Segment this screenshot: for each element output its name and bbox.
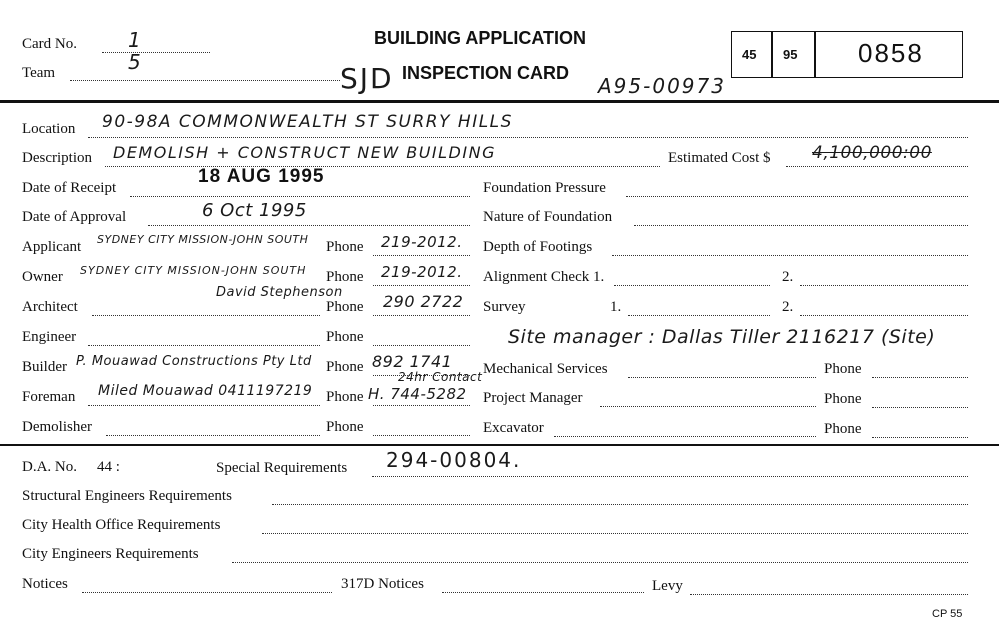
- box-divider-2: [814, 31, 816, 78]
- foreman-line: [88, 405, 320, 406]
- structural-engineers-line: [272, 504, 968, 505]
- architect-phone-line: [373, 315, 470, 316]
- city-engineers-label: City Engineers Requirements: [22, 546, 199, 562]
- foundation-pressure-label: Foundation Pressure: [483, 180, 606, 196]
- estimated-cost-value: 4,100,000:00: [812, 143, 932, 163]
- survey-1-line: [628, 315, 770, 316]
- demolisher-line: [106, 435, 320, 436]
- builder-phone-label: Phone: [326, 359, 364, 375]
- owner-phone-label: Phone: [326, 269, 364, 285]
- excavator-label: Excavator: [483, 420, 544, 436]
- description-line: [105, 166, 660, 167]
- nature-foundation-line: [634, 225, 968, 226]
- date-receipt-line: [130, 196, 470, 197]
- engineer-phone-label: Phone: [326, 329, 364, 345]
- box-value-1: 45: [742, 47, 757, 62]
- team-value: 5: [128, 50, 142, 74]
- excavator-phone-line: [872, 437, 968, 438]
- estimated-cost-label: Estimated Cost $: [668, 150, 771, 166]
- owner-label: Owner: [22, 269, 63, 285]
- architect-phone-value: 290 2722: [383, 292, 464, 311]
- notices-line: [82, 592, 332, 593]
- survey-2-label: 2.: [782, 299, 794, 315]
- engineer-line: [88, 345, 320, 346]
- owner-value: SYDNEY CITY MISSION-JOHN SOUTH: [80, 264, 307, 277]
- city-engineers-line: [232, 562, 968, 563]
- description-label: Description: [22, 150, 92, 166]
- box-divider-1: [771, 31, 773, 78]
- demolisher-phone-line: [373, 435, 470, 436]
- engineer-phone-line: [373, 345, 470, 346]
- builder-value: P. Mouawad Constructions Pty Ltd: [76, 354, 312, 369]
- depth-footings-label: Depth of Footings: [483, 239, 593, 255]
- date-approval-line: [148, 225, 470, 226]
- depth-footings-line: [612, 255, 968, 256]
- alignment-check-2-line: [800, 285, 968, 286]
- applicant-phone-value: 219-2012.: [381, 233, 463, 251]
- mechanical-services-line: [628, 377, 816, 378]
- survey-label: Survey: [483, 299, 526, 315]
- mechanical-phone-line: [872, 377, 968, 378]
- date-receipt-stamp: 18 AUG 1995: [198, 166, 325, 187]
- alignment-check-label: Alignment Check 1.: [483, 269, 605, 285]
- foreman-phone-label: Phone: [326, 389, 364, 405]
- owner-phone-line: [373, 285, 470, 286]
- builder-phone-value: 892 1741: [372, 352, 453, 371]
- applicant-label: Applicant: [22, 239, 82, 255]
- location-line: [88, 137, 968, 138]
- project-manager-phone-label: Phone: [824, 391, 862, 407]
- demolisher-phone-label: Phone: [326, 419, 364, 435]
- special-requirements-label: Special Requirements: [216, 460, 348, 476]
- levy-line: [690, 594, 968, 595]
- foundation-pressure-line: [626, 196, 968, 197]
- foreman-phone-line: [373, 405, 470, 406]
- structural-engineers-label: Structural Engineers Requirements: [22, 488, 232, 504]
- date-approval-label: Date of Approval: [22, 209, 127, 225]
- architect-label: Architect: [22, 299, 78, 315]
- card-no-label: Card No.: [22, 36, 77, 52]
- project-manager-phone-line: [872, 407, 968, 408]
- card-no-line: [102, 52, 210, 53]
- header-rule: [0, 100, 999, 103]
- project-manager-line: [600, 406, 816, 407]
- title-line-1: BUILDING APPLICATION: [374, 28, 586, 48]
- box-value-2: 95: [783, 47, 798, 62]
- mechanical-phone-label: Phone: [824, 361, 862, 377]
- card-no-value: 1: [128, 28, 142, 52]
- architect-phone-label: Phone: [326, 299, 364, 315]
- excavator-line: [554, 436, 816, 437]
- title-line-2: INSPECTION CARD: [402, 63, 570, 83]
- applicant-phone-line: [373, 255, 470, 256]
- da-no-value: 44 :: [97, 459, 120, 475]
- notices-317d-label: 317D Notices: [341, 576, 424, 592]
- notices-317d-line: [442, 592, 644, 593]
- da-no-label: D.A. No.: [22, 459, 77, 475]
- city-health-label: City Health Office Requirements: [22, 517, 221, 533]
- levy-label: Levy: [652, 578, 683, 594]
- project-manager-label: Project Manager: [483, 390, 583, 406]
- survey-1-label: 1.: [610, 299, 622, 315]
- city-health-line: [262, 533, 968, 534]
- application-reference: A95-00973: [598, 74, 726, 98]
- initials: SJD: [340, 62, 394, 95]
- alignment-check-1-line: [614, 285, 770, 286]
- applicant-phone-label: Phone: [326, 239, 364, 255]
- team-label: Team: [22, 65, 56, 81]
- team-line: [70, 80, 340, 81]
- box-value-3: 0858: [858, 38, 924, 68]
- builder-label: Builder: [22, 359, 67, 375]
- description-value: DEMOLISH + CONSTRUCT NEW BUILDING: [113, 143, 496, 162]
- footer-rule: [0, 444, 999, 446]
- alignment-check-2-label: 2.: [782, 269, 794, 285]
- survey-2-line: [800, 315, 968, 316]
- engineer-label: Engineer: [22, 329, 77, 345]
- architect-line: [92, 315, 320, 316]
- foreman-contact-note: 24hr Contact: [398, 370, 483, 384]
- date-receipt-label: Date of Receipt: [22, 180, 117, 196]
- special-requirements-value: 294-00804.: [386, 448, 522, 472]
- foreman-label: Foreman: [22, 389, 76, 405]
- demolisher-label: Demolisher: [22, 419, 92, 435]
- special-requirements-line: [372, 476, 968, 477]
- notices-label: Notices: [22, 576, 68, 592]
- foreman-value: Miled Mouawad 0411197219: [98, 383, 313, 399]
- date-approval-value: 6 Oct 1995: [202, 200, 307, 221]
- estimated-cost-line: [786, 166, 968, 167]
- excavator-phone-label: Phone: [824, 421, 862, 437]
- mechanical-services-label: Mechanical Services: [483, 361, 608, 377]
- owner-phone-value: 219-2012.: [381, 263, 463, 281]
- location-value: 90-98A COMMONWEALTH ST SURRY HILLS: [102, 112, 513, 132]
- form-code: CP 55: [932, 608, 963, 620]
- architect-value: David Stephenson: [216, 285, 343, 300]
- applicant-value: SYDNEY CITY MISSION-JOHN SOUTH: [97, 233, 309, 246]
- foreman-phone-value: H. 744-5282: [368, 385, 467, 403]
- card-number-box: [731, 31, 963, 78]
- location-label: Location: [22, 121, 76, 137]
- nature-foundation-label: Nature of Foundation: [483, 209, 613, 225]
- site-manager-note: Site manager : Dallas Tiller 2116217 (Site): [508, 326, 936, 348]
